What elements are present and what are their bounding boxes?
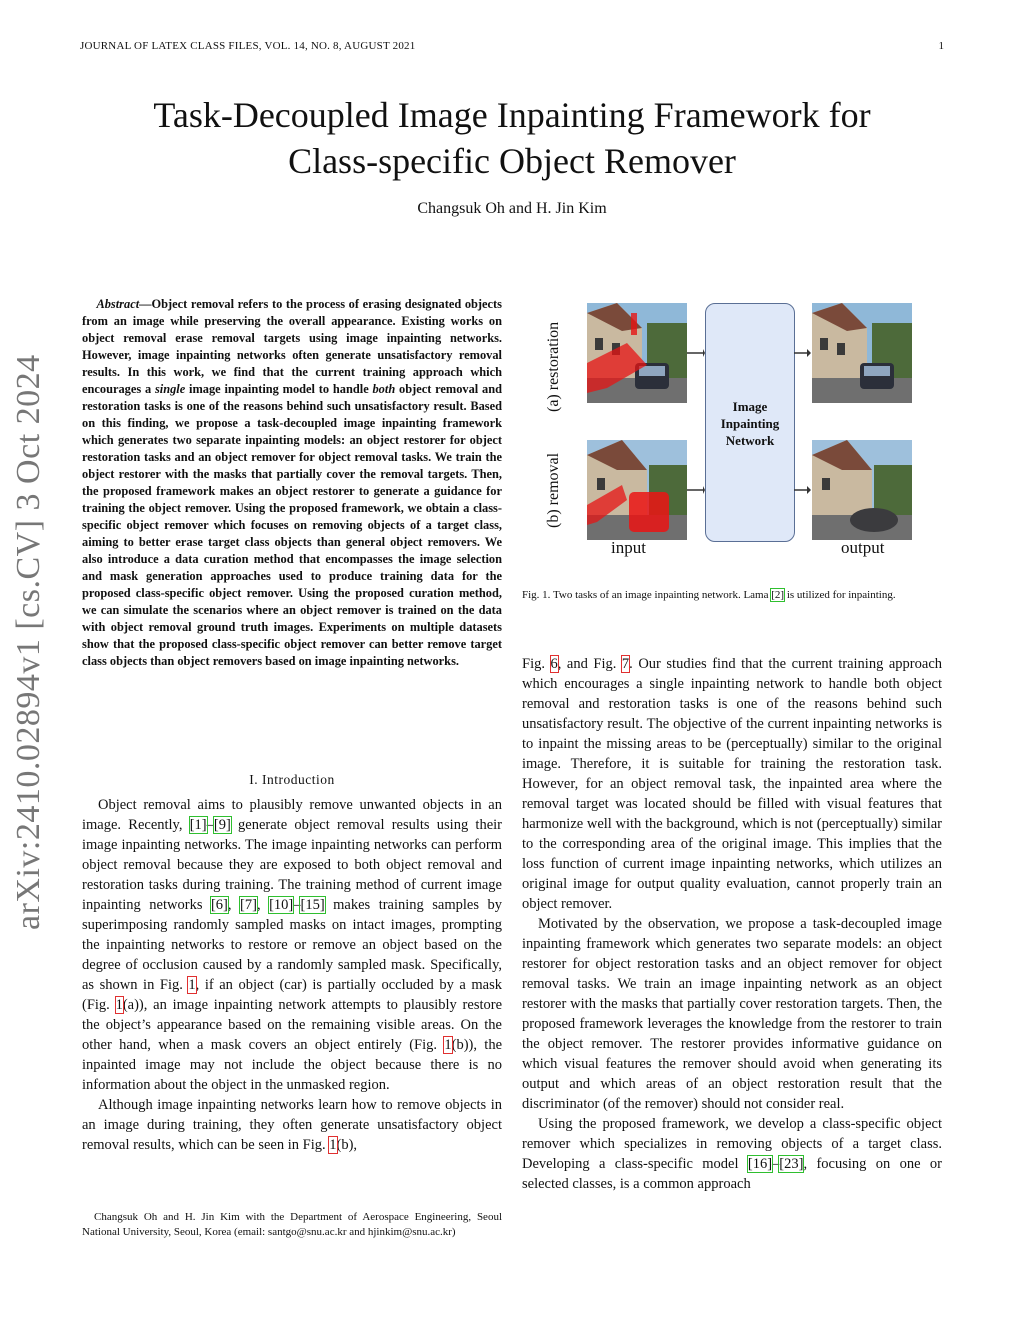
citation-link[interactable]: [16] — [747, 1156, 773, 1172]
citation-link[interactable]: [23] — [779, 1156, 804, 1172]
figure-link[interactable]: 1 — [444, 1037, 452, 1053]
inpainting-network-block — [705, 303, 795, 542]
title-line-1: Task-Decoupled Image Inpainting Framework for — [153, 95, 871, 135]
figure-link[interactable]: 1 — [329, 1137, 337, 1153]
output-arrows — [794, 300, 812, 545]
abstract — [82, 296, 502, 670]
output-label: output — [841, 538, 885, 557]
output-image-restoration — [812, 303, 912, 403]
figure-link[interactable]: 7 — [621, 656, 630, 672]
row-label-restoration: (a) restoration — [545, 321, 562, 412]
paragraph: Motivated by the observation, we propose a task-decoupled image inpainting framework which generates two separate models: an object restorer for object restoration tasks and an object remover for object removal tasks. We train an image inpainting network as an object restorer with the masks that partially cover restoration targets. Then, the proposed framework leverages the knowledge from the restorer to train the object remover. The restorer provides informative guidance on which visual features the remover should avoid when generating its output and which areas of an object restoration result that the discriminator (of the remover) should not consider real. — [522, 916, 942, 1112]
abstract-emph-single: single — [154, 382, 186, 396]
citation-link[interactable]: [2] — [771, 589, 785, 601]
paper-title — [0, 92, 1024, 184]
street-scene-icon — [812, 303, 912, 403]
citation-link[interactable]: [6] — [210, 897, 228, 913]
paragraph: Fig. 6, and Fig. 7. Our studies find that the current training approach which encourages a single inpainting network to handle both object removal and restoration tasks is one of the reasons behind such unsatisfactory result. The objective of the current inpainting networks is to inpaint the missing areas to be (perceptually) similar to the original image. Therefore, it is suitable for training the restoration task. However, for an object removal task, the inpainted area where the removal target was located should be filled with visual features that harmonize well with the background, which is not (perceptually) similar to the corresponding area of the original image. This implies that the loss function of current image inpainting networks, which utilizes an original image for output quality evaluation, cannot properly train an object remover. — [522, 656, 943, 912]
right-column — [522, 654, 942, 1194]
left-column — [82, 795, 502, 1155]
input-image-removal — [587, 440, 687, 540]
network-label: Image Inpainting Network — [720, 399, 780, 448]
arxiv-stamp: arXiv:2410.02894v1 [cs.CV] 3 Oct 2024 — [10, 354, 47, 930]
paragraph: Object removal aims to plausibly remove unwanted objects in an image. Recently, [1]–[9] generate object removal results using their image inpainting networks. The image inpainting networks can perform object removal because they are exposed to both object removal and restoration tasks during training. The training method of current image inpainting networks [6], [7], [10]–[15] makes training samples by superimposing randomly sampled masks on intact images, prompting the inpainting networks to restore or remove an object based on the degree of occlusion caused by a randomly sampled mask. Specifically, as shown in Fig. 1, if an object (car) is partially occluded by a mask (Fig. 1(a)), an image inpainting network attempts to plausibly restore the object’s appearance based on the remaining visible areas. On the other hand, when a mask covers an object entirely (Fig. 1(b)), the inpainted image may not include the object because there is no information about the object in the unmasked region. — [82, 797, 503, 1093]
figure-1 — [545, 300, 945, 565]
footnote-text: Changsuk Oh and H. Jin Kim with the Department of Aerospace Engineering, Seoul National University, Seoul, Korea (email: santgo@snu.ac.kr and hjinkim@snu.ac.kr) — [82, 1211, 502, 1238]
abstract-text: object removal and restoration tasks is one of the reasons behind such unsatisfactory result. Based on this finding, we propose a task-decoupled image inpainting framework which generates two separate inpainting models: an object restorer for object restoration tasks and an object remover for object removal tasks. We train the object restorer with the masks that partially cover the removal targets. Then, the proposed framework makes an object restorer to generate a guidance for training the object remover. Using the proposed framework, we obtain a class-specific object remover which focuses on removing objects of a target class, aiming to better erase target class objects than general object removers. We also introduce a data curation method that encompasses the image selection and mask generation approaches used to produce training data for the proposed class-specific object remover. Using the proposed curation method, we can simulate the scenarios where an object remover is trained on the data with object removal ground truth images. Experiments on multiple datasets show that the proposed class-specific object remover can better remove target class objects than object removers based on image inpainting networks. — [82, 382, 502, 668]
citation-link[interactable]: [1] — [189, 817, 207, 833]
abstract-text: —Object removal refers to the process of erasing designated objects from an image while preserving the overall appearance. Existing works on object removal erase removal targets using image inpainting networks. However, image inpainting networks often generate unsatisfactory removal results. In this work, we find that the current training approach which encourages a — [82, 297, 502, 396]
citation-link[interactable]: [7] — [240, 897, 257, 913]
citation-link[interactable]: [10] — [269, 897, 294, 913]
citation-link[interactable]: [9] — [213, 817, 231, 833]
street-scene-icon — [587, 303, 687, 403]
figure-caption: Fig. 1. Two tasks of an image inpainting network. Lama [2] is utilized for inpainting. — [522, 589, 896, 601]
street-scene-icon — [812, 440, 912, 540]
input-label: input — [611, 538, 646, 557]
running-header: JOURNAL OF LATEX CLASS FILES, VOL. 14, NO. 8, AUGUST 2021 — [80, 40, 416, 52]
figure-link[interactable]: 1 — [115, 997, 123, 1013]
title-line-2: Class-specific Object Remover — [288, 141, 736, 181]
abstract-emph-both: both — [372, 382, 396, 396]
street-scene-icon — [587, 440, 687, 540]
authors: Changsuk Oh and H. Jin Kim — [417, 200, 607, 217]
section-heading: I. Introduction — [249, 772, 335, 787]
output-image-removal — [812, 440, 912, 540]
abstract-text: image inpainting model to handle — [185, 382, 373, 396]
page-number: 1 — [938, 40, 944, 52]
input-image-restoration — [587, 303, 687, 403]
row-label-removal: (b) removal — [545, 452, 562, 528]
figure-link[interactable]: 1 — [188, 977, 196, 993]
paragraph: Using the proposed framework, we develop a class-specific object remover which specializes in removing objects of a target class. Developing a class-specific model [16]–[23], focusing on one or selected classes, is a common approach — [522, 1116, 942, 1192]
figure-link[interactable]: 6 — [550, 656, 558, 672]
citation-link[interactable]: [15] — [300, 897, 325, 913]
input-arrows — [687, 300, 705, 545]
abstract-lead: Abstract — [96, 297, 140, 311]
paragraph: Although image inpainting networks learn how to remove objects in an image during training, they often generate unsatisfactory object removal results, which can be seen in Fig. 1(b), — [82, 1097, 502, 1153]
footnote — [82, 1210, 502, 1240]
